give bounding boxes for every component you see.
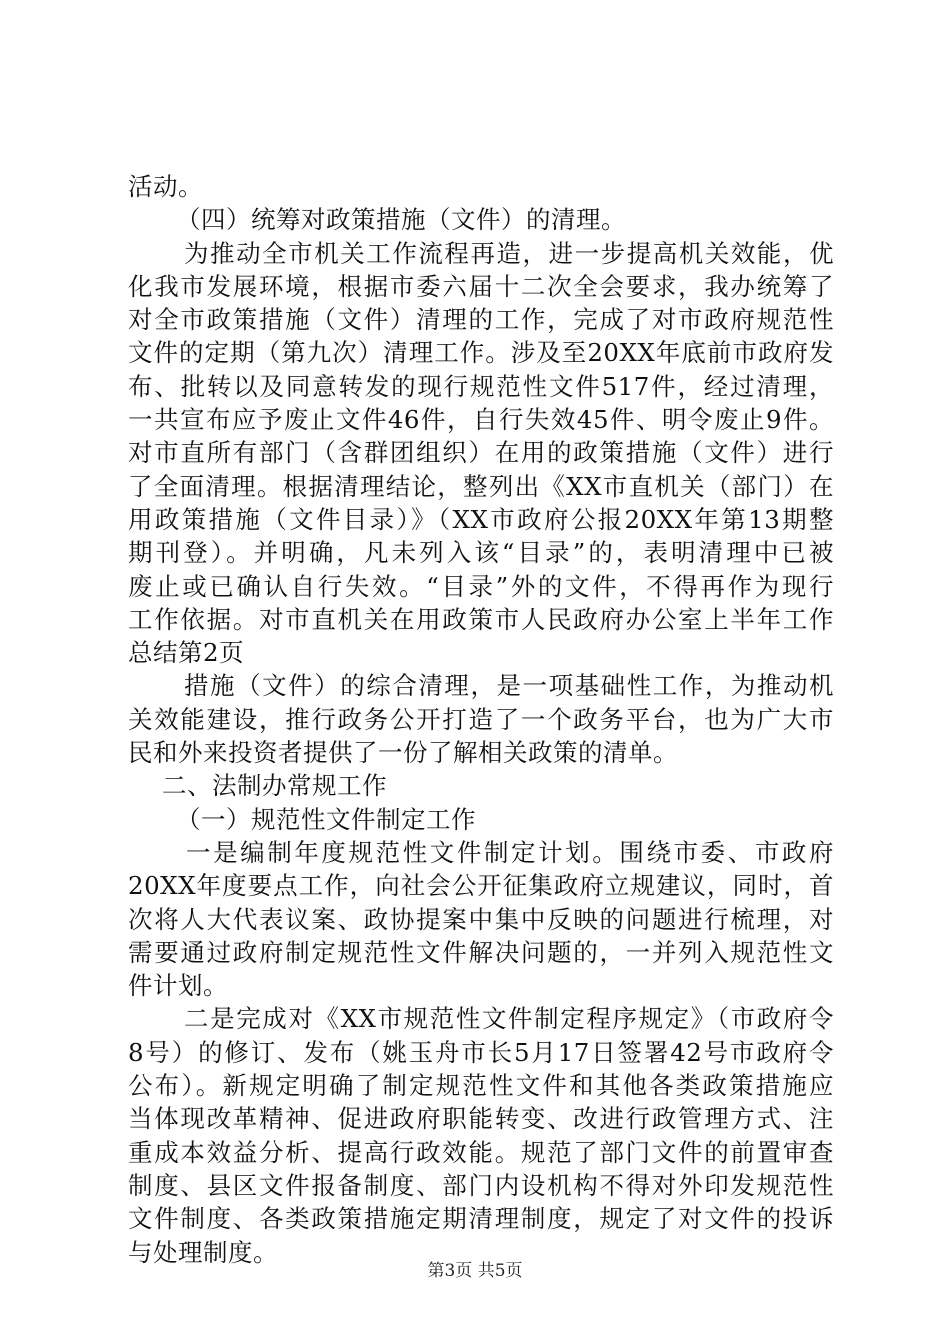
text-line: （四）统筹对政策措施（文件）的清理。: [176, 205, 626, 235]
text-line: 为推动全市机关工作流程再造，进一步提高机关效能，优: [184, 238, 834, 268]
text-line: 对全市政策措施（文件）清理的工作，完成了对市政府规范性: [128, 305, 834, 335]
text-line: 当体现改革精神、促进政府职能转变、改进行政管理方式、注: [128, 1104, 834, 1134]
text-line: 关效能建设，推行政务公开打造了一个政务平台，也为广大市: [128, 704, 834, 734]
text-line: 文件制度、各类政策措施定期清理制度，规定了对文件的投诉: [128, 1204, 834, 1234]
text-line: 8号）的修订、发布（姚玉舟市长5月17日签署42号市政府令: [128, 1037, 834, 1067]
text-line: 一共宣布应予废止文件46件，自行失效45件、明令废止9件。: [128, 405, 834, 435]
text-line: 期刊登）。并明确，凡未列入该“目录”的，表明清理中已被: [128, 538, 834, 568]
text-line: 民和外来投资者提供了一份了解相关政策的清单。: [128, 738, 678, 768]
text-line: 一是编制年度规范性文件制定计划。围绕市委、市政府: [186, 837, 834, 867]
text-line: 重成本效益分析、提高行政效能。规范了部门文件的前置审查: [128, 1137, 834, 1167]
text-line: 布、批转以及同意转发的现行规范性文件517件，经过清理，: [128, 371, 834, 401]
text-line: 制度、县区文件报备制度、部门内设机构不得对外印发规范性: [128, 1170, 834, 1200]
text-line: 总结第2页: [128, 638, 245, 668]
text-line: 需要通过政府制定规范性文件解决问题的，一并列入规范性文: [128, 937, 834, 967]
text-line: 了全面清理。根据清理结论，整列出《XX市直机关（部门）在: [128, 471, 834, 501]
document-body: [128, 170, 834, 1269]
text-line: 措施（文件）的综合清理，是一项基础性工作，为推动机: [184, 671, 834, 701]
text-line: 二是完成对《XX市规范性文件制定程序规定》（市政府令: [184, 1004, 834, 1034]
text-line: 件计划。: [128, 971, 228, 1001]
text-line: 用政策措施（文件目录）》（XX市政府公报20XX年第13期整: [128, 504, 834, 534]
text-line: 次将人大代表议案、政协提案中集中反映的问题进行梳理，对: [128, 904, 834, 934]
text-line: 活动。: [128, 172, 203, 201]
text-line: 20XX年度要点工作，向社会公开征集政府立规建议，同时，首: [128, 871, 834, 901]
text-line: 公布）。新规定明确了制定规范性文件和其他各类政策措施应: [128, 1071, 834, 1101]
page-footer: 第3页 共5页: [427, 1261, 523, 1281]
text-line: 二、法制办常规工作: [162, 771, 387, 801]
text-line: 文件的定期（第九次）清理工作。涉及至20XX年底前市政府发: [128, 338, 834, 368]
text-line: （一）规范性文件制定工作: [176, 804, 476, 834]
text-line: 对市直所有部门（含群团组织）在用的政策措施（文件）进行: [128, 438, 834, 468]
text-line: 废止或已确认自行失效。“目录”外的文件，不得再作为现行: [128, 571, 834, 601]
text-line: 化我市发展环境，根据市委六届十二次全会要求，我办统筹了: [128, 271, 834, 301]
text-line: 与处理制度。: [128, 1237, 278, 1267]
text-line: 工作依据。对市直机关在用政策市人民政府办公室上半年工作: [128, 604, 834, 634]
